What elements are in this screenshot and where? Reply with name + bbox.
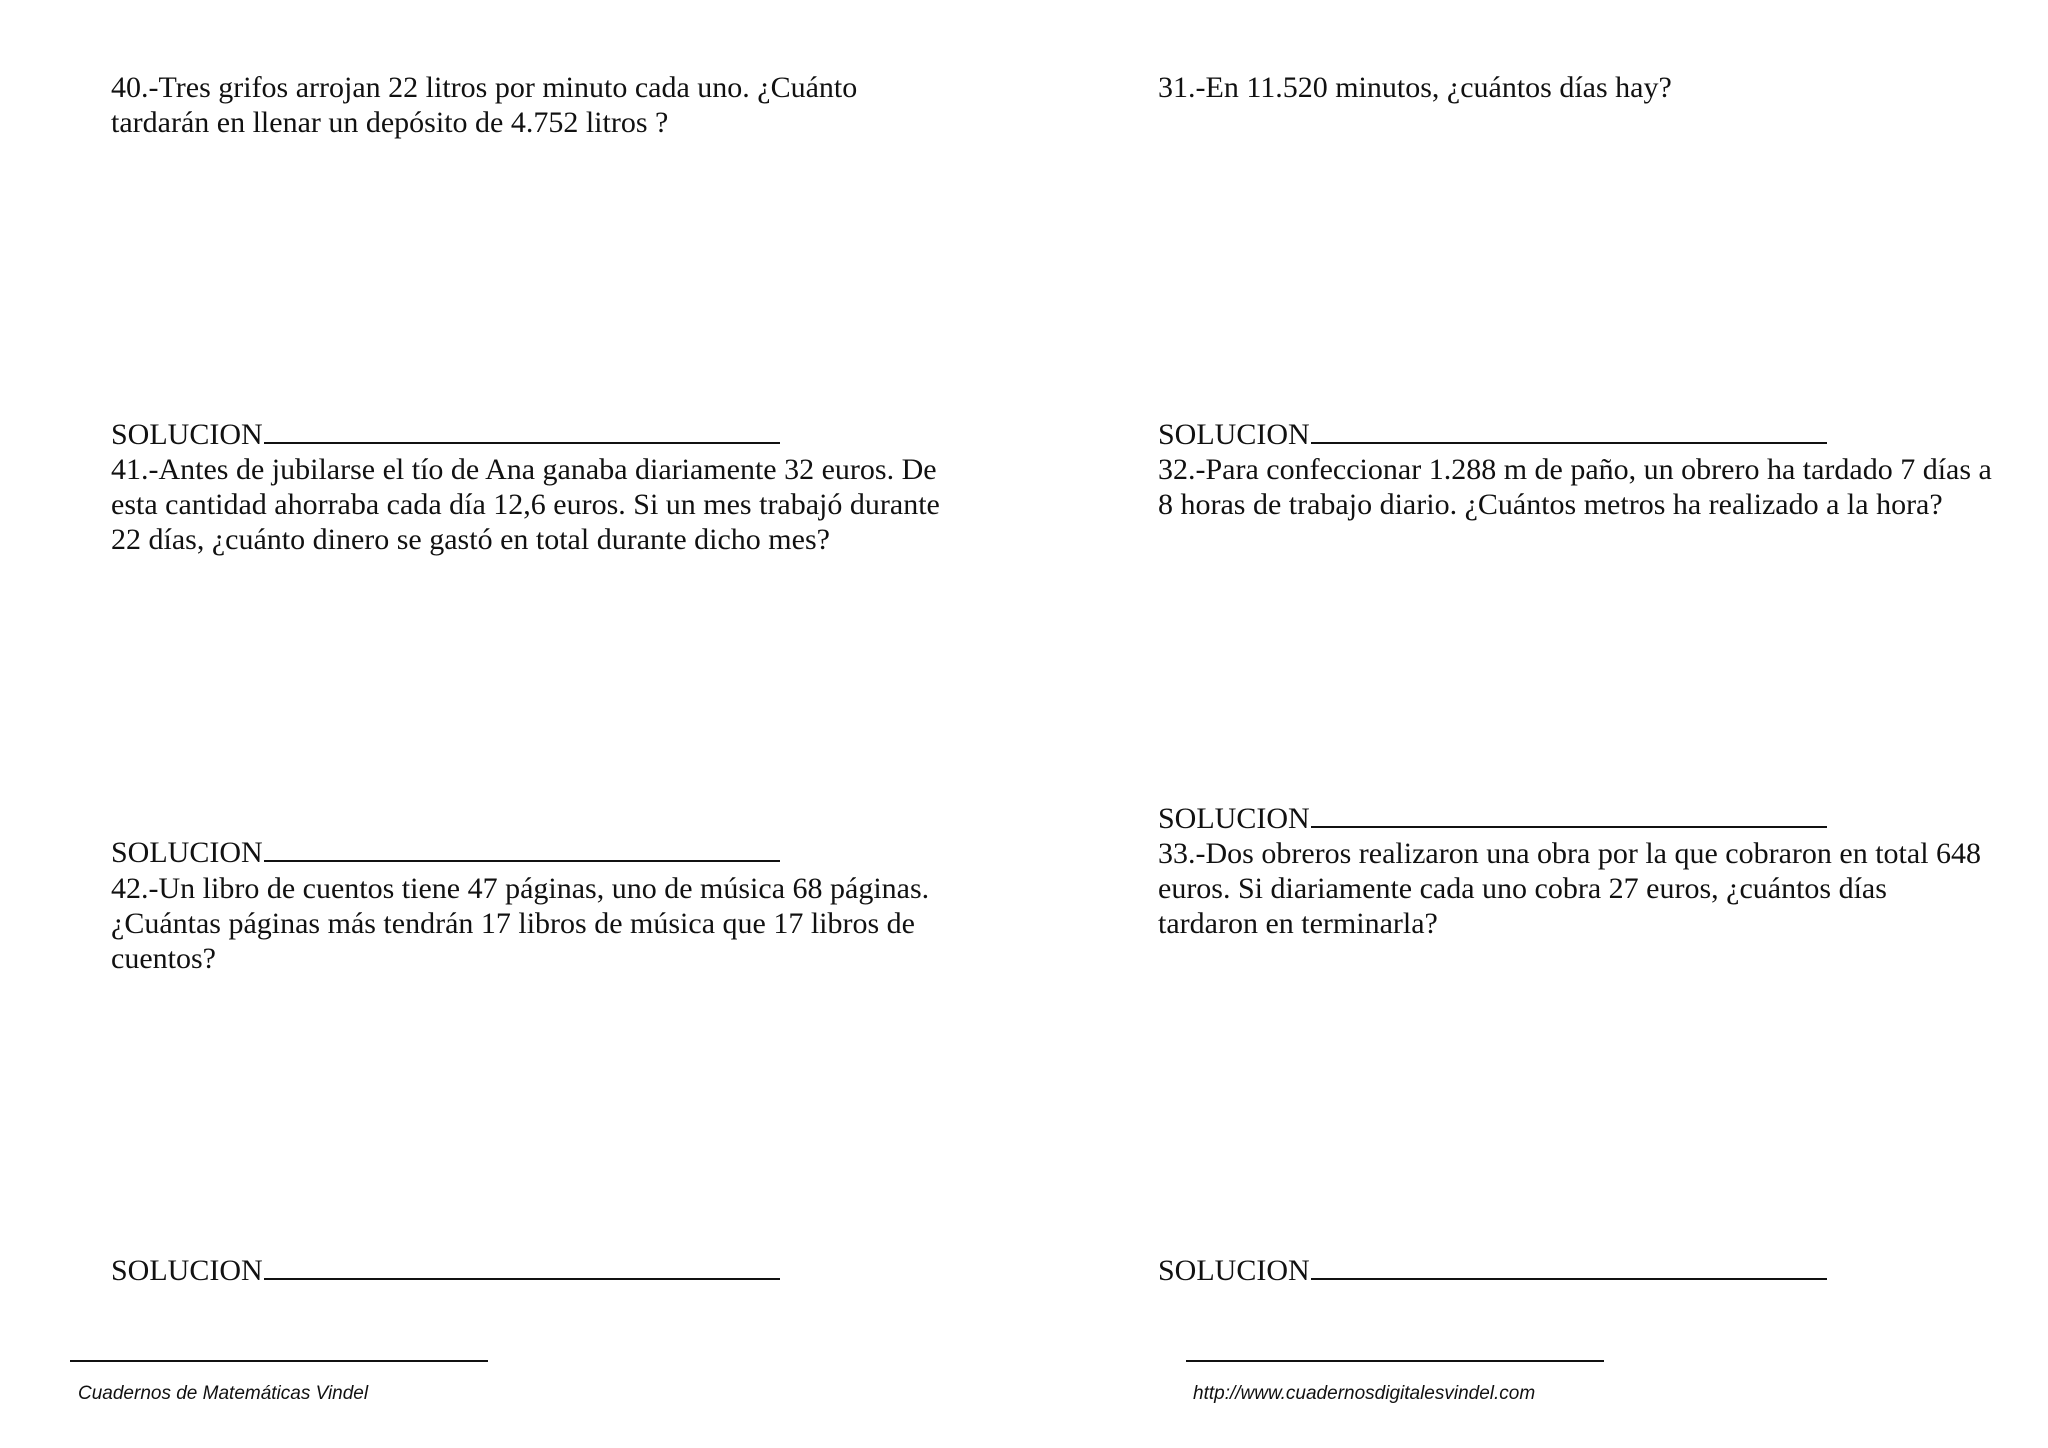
footer-right-rule xyxy=(1186,1360,1604,1362)
solution-label: SOLUCION xyxy=(111,1254,263,1287)
solution-label: SOLUCION xyxy=(1158,1254,1310,1287)
answer-blank xyxy=(1311,802,1827,828)
solution-line-41 xyxy=(111,835,780,870)
solution-line-33 xyxy=(1158,1253,1827,1288)
answer-blank xyxy=(264,418,780,444)
answer-blank xyxy=(1311,1254,1827,1280)
answer-blank xyxy=(264,836,780,862)
footer-left-rule xyxy=(70,1360,488,1362)
solution-label: SOLUCION xyxy=(1158,802,1310,835)
problem-40-text: 40.-Tres grifos arrojan 22 litros por minuto cada uno. ¿Cuánto tardarán en llenar un depósito de 4.752 litros ? xyxy=(111,71,858,139)
solution-label: SOLUCION xyxy=(111,836,263,869)
problem-31-text: 31.-En 11.520 minutos, ¿cuántos días hay? xyxy=(1158,71,1672,104)
footer-left-text: Cuadernos de Matemáticas Vindel xyxy=(78,1383,369,1404)
solution-line-32 xyxy=(1158,801,1827,836)
footer-right-link[interactable]: http://www.cuadernosdigitalesvindel.com xyxy=(1193,1383,1536,1404)
problem-32-text: 32.-Para confeccionar 1.288 m de paño, un obrero ha tardado 7 días a 8 horas de trabajo diario. ¿Cuántos metros ha realizado a la hora? xyxy=(1158,453,1992,521)
solution-label: SOLUCION xyxy=(111,418,263,451)
solution-line-40 xyxy=(111,417,780,452)
solution-line-42 xyxy=(111,1253,780,1288)
answer-blank xyxy=(264,1254,780,1280)
problem-33-text: 33.-Dos obreros realizaron una obra por la que cobraron en total 648 euros. Si diariamente cada uno cobra 27 euros, ¿cuántos días tardaron en terminarla? xyxy=(1158,837,1982,940)
answer-blank xyxy=(1311,418,1827,444)
solution-line-31 xyxy=(1158,417,1827,452)
solution-label: SOLUCION xyxy=(1158,418,1310,451)
problem-41-text: 41.-Antes de jubilarse el tío de Ana ganaba diariamente 32 euros. De esta cantidad ahorraba cada día 12,6 euros. Si un mes trabajó durante 22 días, ¿cuánto dinero se gastó en total durante dicho mes? xyxy=(111,453,940,556)
problem-42-text: 42.-Un libro de cuentos tiene 47 páginas, uno de música 68 páginas. ¿Cuántas páginas más tendrán 17 libros de música que 17 libros de cuentos? xyxy=(111,872,930,975)
